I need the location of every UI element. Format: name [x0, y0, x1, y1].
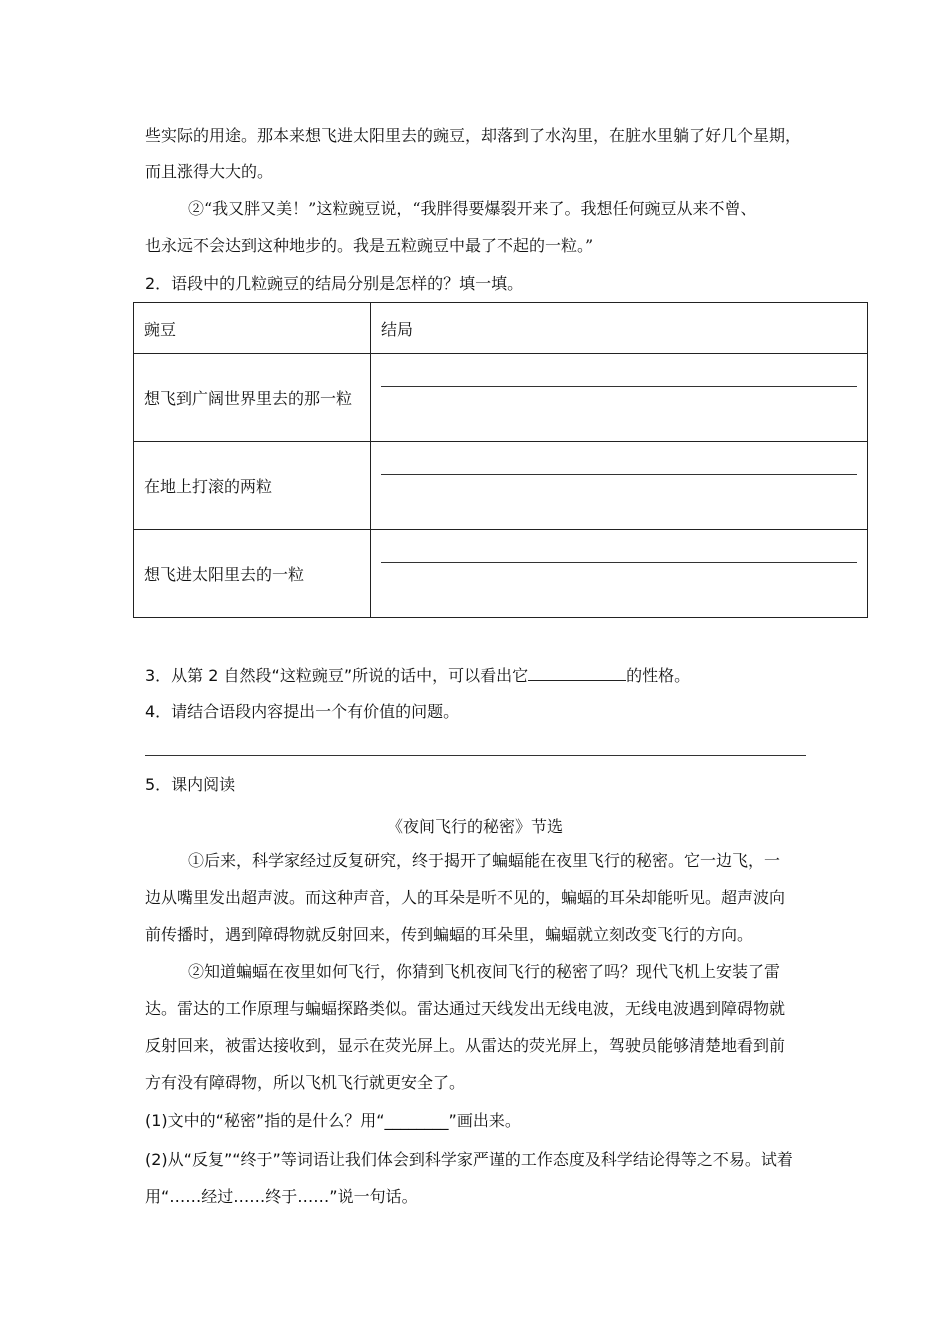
reading-title: 《夜间飞行的秘密》节选: [386, 817, 563, 836]
passage-line: 边从嘴里发出超声波。而这种声音，人的耳朵是听不见的，蝙蝠的耳朵却能听见。超声波向: [145, 888, 786, 907]
passage-line: 前传播时，遇到障碍物就反射回来，传到蝙蝠的耳朵里，蝙蝠就立刻改变飞行的方向。: [145, 925, 754, 944]
passage-line: 方有没有障碍物，所以飞机飞行就更安全了。: [145, 1073, 466, 1092]
passage-line: 达。雷达的工作原理与蝙蝠探路类似。雷达通过天线发出无线电波，无线电波遇到障碍物就: [145, 999, 786, 1018]
answer-rule[interactable]: [145, 755, 806, 756]
answer-line: [381, 474, 857, 475]
question-2-prompt: 2．语段中的几粒豌豆的结局分别是怎样的？填一填。: [145, 274, 524, 293]
answer-line: [381, 386, 857, 387]
answer-cell[interactable]: [371, 442, 868, 530]
table-header-row: [134, 303, 868, 354]
question-3: [145, 664, 690, 686]
answer-blank[interactable]: [528, 664, 626, 681]
sub-question-1: (1)文中的“秘密”指的是什么？用“________”画出来。: [145, 1111, 521, 1130]
row-label: 想飞进太阳里去的一粒: [134, 530, 371, 618]
row-label: 在地上打滚的两粒: [134, 442, 371, 530]
passage-line: 也永远不会达到这种地步的。我是五粒豌豆中最了不起的一粒。”: [145, 236, 594, 255]
question-3-suffix: 的性格。: [626, 666, 691, 685]
header-pea: 豌豆: [134, 303, 371, 354]
passage-line: ②“我又胖又美！”这粒豌豆说，“我胖得要爆裂开来了。我想任何豌豆从来不曾、: [188, 199, 757, 218]
row-label: 想飞到广阔世界里去的那一粒: [134, 354, 371, 442]
answer-cell[interactable]: [371, 354, 868, 442]
answer-line: [381, 562, 857, 563]
question-4-prompt: 4．请结合语段内容提出一个有价值的问题。: [145, 702, 460, 721]
answer-table: [133, 302, 868, 618]
header-outcome: 结局: [371, 303, 868, 354]
sub-question-2: (2)从“反复”“终于”等词语让我们体会到科学家严谨的工作态度及科学结论得等之不易。试着: [145, 1150, 793, 1169]
passage-line: 而且涨得大大的。: [145, 162, 274, 181]
passage-line: ②知道蝙蝠在夜里如何飞行，你猜到飞机夜间飞行的秘密了吗？现代飞机上安装了雷: [188, 962, 781, 981]
passage-line: 反射回来，被雷达接收到，显示在荧光屏上。从雷达的荧光屏上，驾驶员能够清楚地看到前: [145, 1036, 786, 1055]
question-5-label: 5．课内阅读: [145, 775, 236, 794]
table-row: [134, 530, 868, 618]
table-row: [134, 442, 868, 530]
passage-line: ①后来，科学家经过反复研究，终于揭开了蝙蝠能在夜里飞行的秘密。它一边飞，一: [188, 851, 781, 870]
sub-question-2-cont: 用“……经过……终于……”说一句话。: [145, 1187, 418, 1206]
question-3-text: 3．从第 2 自然段“这粒豌豆”所说的话中，可以看出它: [145, 666, 529, 685]
answer-cell[interactable]: [371, 530, 868, 618]
table-row: [134, 354, 868, 442]
passage-line: 些实际的用途。那本来想飞进太阳里去的豌豆，却落到了水沟里，在脏水里躺了好几个星期，: [145, 126, 802, 145]
